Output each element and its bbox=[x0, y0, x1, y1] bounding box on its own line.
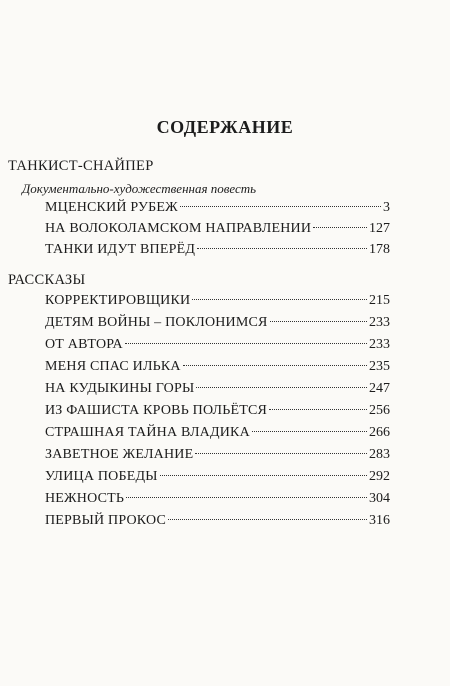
toc-entry-title: НА КУДЫКИНЫ ГОРЫ bbox=[45, 381, 195, 396]
toc-entry[interactable] bbox=[45, 221, 390, 241]
toc-entry[interactable] bbox=[45, 491, 390, 511]
toc-entry-page: 292 bbox=[369, 469, 390, 484]
page-title: СОДЕРЖАНИЕ bbox=[156, 117, 294, 137]
dot-leader bbox=[252, 431, 367, 432]
dot-leader bbox=[269, 409, 367, 410]
toc-entry[interactable] bbox=[45, 337, 390, 357]
toc-entry[interactable] bbox=[45, 513, 390, 533]
toc-entry-title: УЛИЦА ПОБЕДЫ bbox=[45, 469, 158, 484]
toc-entry[interactable] bbox=[45, 315, 390, 335]
toc-entry-title: ЗАВЕТНОЕ ЖЕЛАНИЕ bbox=[45, 447, 194, 462]
dot-leader bbox=[197, 248, 367, 249]
toc-entry-page: 233 bbox=[369, 337, 390, 352]
toc-entry-title: ДЕТЯМ ВОЙНЫ – ПОКЛОНИМСЯ bbox=[45, 315, 268, 330]
section-heading-tankist-sniper: ТАНКИСТ-СНАЙПЕР bbox=[8, 158, 154, 174]
toc-entry-page: 283 bbox=[369, 447, 390, 462]
toc-entry-title: МЕНЯ СПАС ИЛЬКА bbox=[45, 359, 181, 374]
dot-leader bbox=[160, 475, 367, 476]
toc-entry[interactable] bbox=[45, 293, 390, 313]
dot-leader bbox=[195, 453, 367, 454]
toc-entry[interactable] bbox=[45, 242, 390, 262]
toc-entry-page: 215 bbox=[369, 293, 390, 308]
dot-leader bbox=[125, 343, 367, 344]
section-subtitle: Документально-художественная повесть bbox=[22, 181, 257, 196]
toc-entry-page: 178 bbox=[369, 242, 390, 257]
toc-entry-page: 3 bbox=[383, 200, 390, 215]
toc-entry-page: 233 bbox=[369, 315, 390, 330]
toc-entry-page: 266 bbox=[369, 425, 390, 440]
toc-entry-page: 235 bbox=[369, 359, 390, 374]
toc-entry[interactable] bbox=[45, 200, 390, 220]
dot-leader bbox=[270, 321, 367, 322]
toc-entry-title: НЕЖНОСТЬ bbox=[45, 491, 125, 506]
section-heading-stories: РАССКАЗЫ bbox=[8, 272, 86, 288]
toc-entry-page: 256 bbox=[369, 403, 390, 418]
dot-leader bbox=[180, 206, 381, 207]
toc-entry[interactable] bbox=[45, 447, 390, 467]
toc-entry-title: ТАНКИ ИДУТ ВПЕРЁД bbox=[45, 242, 196, 257]
toc-entry[interactable] bbox=[45, 469, 390, 489]
toc-entry-page: 247 bbox=[369, 381, 390, 396]
toc-entry-title: НА ВОЛОКОЛАМСКОМ НАПРАВЛЕНИИ bbox=[45, 221, 312, 236]
toc-entry[interactable] bbox=[45, 403, 390, 423]
toc-entry[interactable] bbox=[45, 425, 390, 445]
toc-entry-title: ПЕРВЫЙ ПРОКОС bbox=[45, 513, 166, 528]
dot-leader bbox=[313, 227, 367, 228]
toc-entry-page: 316 bbox=[369, 513, 390, 528]
toc-entry-page: 304 bbox=[369, 491, 390, 506]
dot-leader bbox=[183, 365, 367, 366]
toc-entry-title: КОРРЕКТИРОВЩИКИ bbox=[45, 293, 191, 308]
toc-entry[interactable] bbox=[45, 381, 390, 401]
toc-entry[interactable] bbox=[45, 359, 390, 379]
toc-entry-title: СТРАШНАЯ ТАЙНА ВЛАДИКА bbox=[45, 425, 250, 440]
toc-entry-page: 127 bbox=[369, 221, 390, 236]
dot-leader bbox=[168, 519, 367, 520]
toc-entry-title: МЦЕНСКИЙ РУБЕЖ bbox=[45, 200, 178, 215]
toc-entry-title: ИЗ ФАШИСТА КРОВЬ ПОЛЬЁТСЯ bbox=[45, 403, 268, 418]
dot-leader bbox=[126, 497, 367, 498]
dot-leader bbox=[192, 299, 367, 300]
toc-entry-title: ОТ АВТОРА bbox=[45, 337, 123, 352]
dot-leader bbox=[196, 387, 367, 388]
